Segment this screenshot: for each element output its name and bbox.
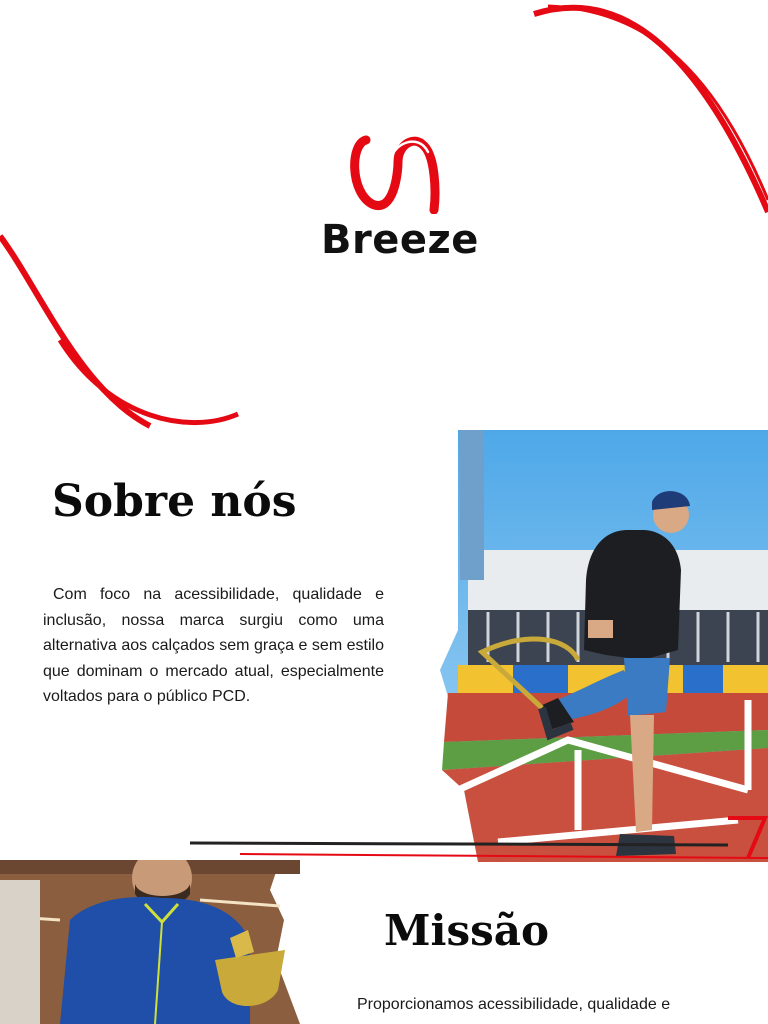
about-title: Sobre nós	[52, 476, 297, 527]
brand-logo	[300, 128, 500, 268]
left-swoosh-decoration	[0, 230, 245, 435]
mission-body: Proporcionamos acessibilidade, qualidade e	[357, 996, 671, 1013]
mission-title: Missão	[384, 906, 549, 955]
trophy-photo	[0, 860, 300, 1024]
section-divider-decoration	[180, 810, 768, 865]
athlete-photo	[438, 430, 768, 862]
brand-logo-icon	[348, 132, 444, 214]
top-right-swoosh-decoration	[520, 0, 768, 220]
about-body: Com foco na acessibilidade, qualidade e inclusão, nossa marca surgiu como uma alternativa aos calçados sem graça e sem estilo que dominam o mercado atual, especialmente voltados para o público PCD.	[43, 586, 384, 705]
brand-name: Breeze	[321, 217, 479, 263]
